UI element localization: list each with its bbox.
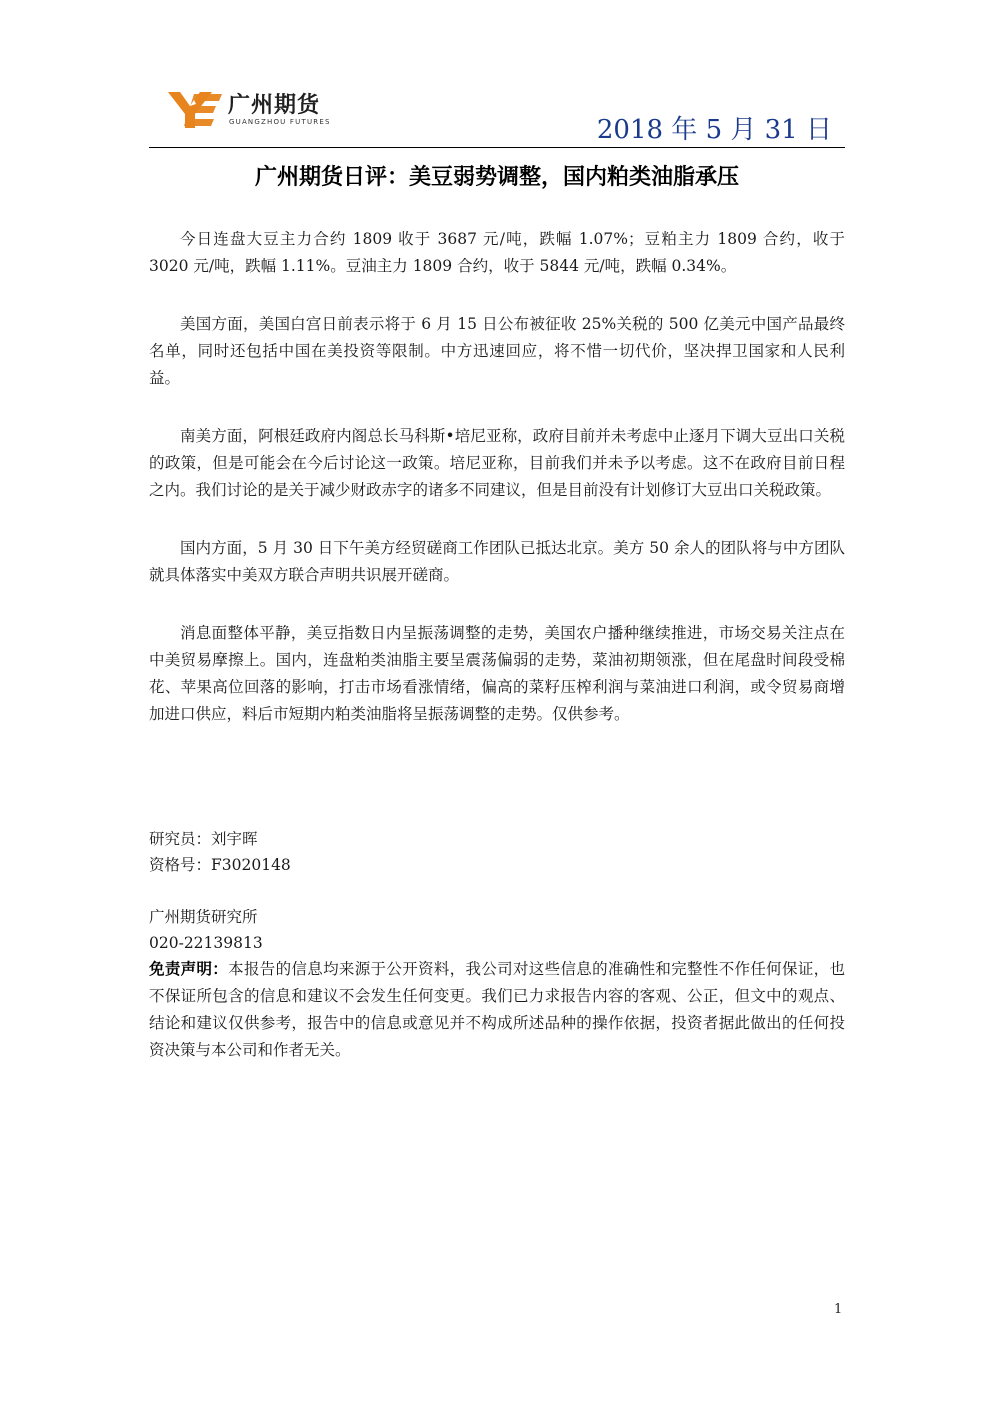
organization-phone: 020-22139813	[149, 934, 263, 952]
disclaimer-label: 免责声明：	[149, 960, 229, 978]
paragraph-us-news: 美国方面，美国白宫日前表示将于 6 月 15 日公布被征收 25%关税的 500 亿美元中国产品最终名单，同时还包括中国在美投资等限制。中方迅速回应，将不惜一切代价，坚决捍卫国家和人民利益。	[149, 315, 845, 387]
header-divider	[149, 147, 845, 148]
organization-name: 广州期货研究所	[149, 908, 258, 926]
logo-text: 广州期货	[228, 93, 321, 118]
document-title: 广州期货日评：美豆弱势调整，国内粕类油脂承压	[254, 165, 739, 190]
organization-info	[149, 904, 845, 956]
qualification-number: 资格号：F3020148	[149, 856, 291, 874]
paragraph-market-close: 今日连盘大豆主力合约 1809 收于 3687 元/吨，跌幅 1.07%；豆粕主力 1809 合约，收于 3020 元/吨，跌幅 1.11%。豆油主力 1809 合约，收于 5844 元/吨，跌幅 0.34%。	[149, 230, 845, 275]
page-number: 1	[834, 1302, 843, 1317]
researcher-name: 研究员：刘宇晖	[149, 830, 258, 848]
paragraph-market-summary: 消息面整体平静，美豆指数日内呈振荡调整的走势，美国农户播种继续推进，市场交易关注点在中美贸易摩擦上。国内，连盘粕类油脂主要呈震荡偏弱的走势，菜油初期领涨，但在尾盘时间段受棉花、苹果高位回落的影响，打击市场看涨情绪，偏高的菜籽压榨利润与菜油进口利润，或令贸易商增加进口供应，料后市短期内粕类油脂将呈振荡调整的走势。仅供参考。	[149, 624, 845, 723]
document-body	[149, 226, 845, 759]
disclaimer	[149, 956, 845, 1064]
paragraph-domestic-news: 国内方面，5 月 30 日下午美方经贸磋商工作团队已抵达北京。美方 50 余人的团队将与中方团队就具体落实中美双方联合声明共识展开磋商。	[149, 539, 845, 584]
researcher-info	[149, 826, 845, 878]
paragraph-south-america-news: 南美方面，阿根廷政府内阁总长马科斯•培尼亚称，政府目前并未考虑中止逐月下调大豆出口关税的政策，但是可能会在今后讨论这一政策。培尼亚称，目前我们并未予以考虑。这不在政府目前日程之内。我们讨论的是关于减少财政赤字的诸多不同建议，但是目前没有计划修订大豆出口关税政策。	[149, 427, 845, 499]
logo-subtext: GUANGZHOU FUTURES	[229, 118, 331, 126]
report-date: 2018 年 5 月 31 日	[596, 115, 832, 145]
company-logo	[168, 88, 368, 132]
disclaimer-text: 本报告的信息均来源于公开资料，我公司对这些信息的准确性和完整性不作任何保证，也不保证所包含的信息和建议不会发生任何变更。我们已力求报告内容的客观、公正，但文中的观点、结论和建议仅供参考，报告中的信息或意见并不构成所述品种的操作依据，投资者据此做出的任何投资决策与本公司和作者无关。	[149, 960, 845, 1059]
guangzhou-futures-logo-icon	[168, 90, 222, 130]
